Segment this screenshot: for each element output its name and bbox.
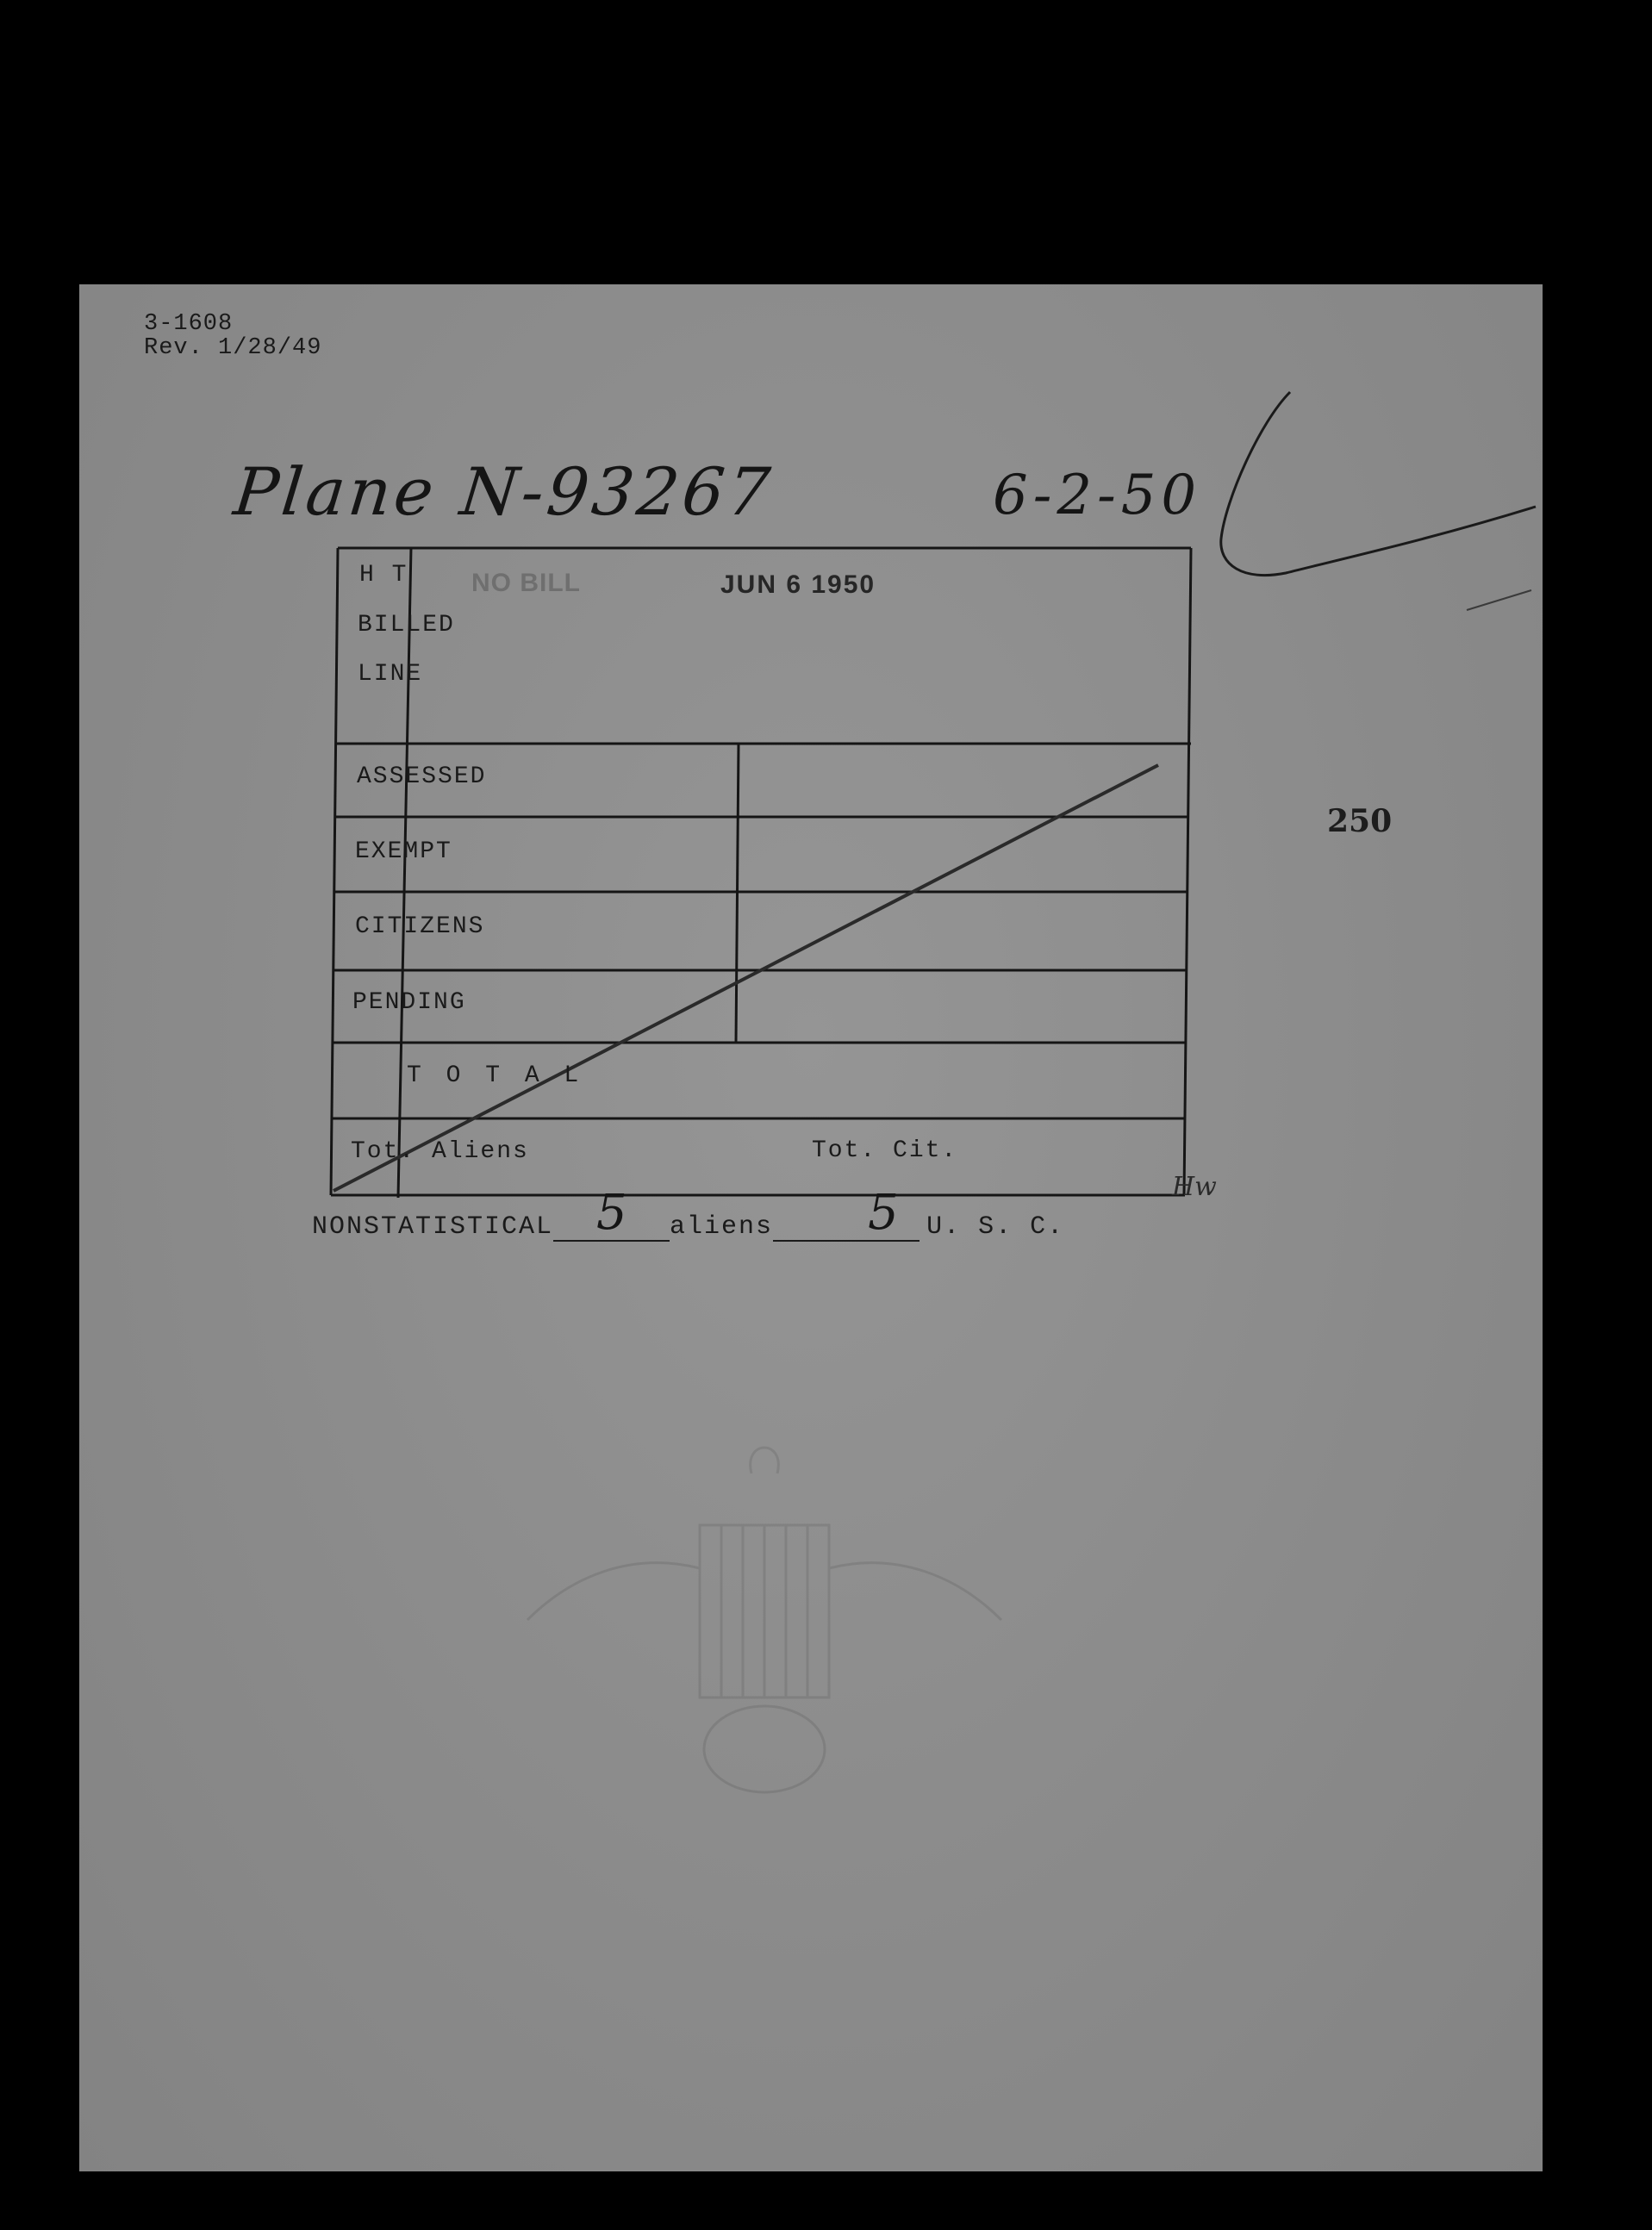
form-revision: Rev. 1/28/49 xyxy=(144,335,322,361)
plane-number: Plane N-93267 xyxy=(230,453,777,530)
aliens-blank xyxy=(553,1185,670,1242)
aliens-count: 5 xyxy=(596,1185,629,1241)
row-citizens: CITIZENS xyxy=(355,913,485,940)
usc-count: 5 xyxy=(868,1185,901,1241)
total-aliens-label: Tot. Aliens xyxy=(351,1138,529,1165)
watermark-seal xyxy=(493,1422,1027,1870)
row-pending: PENDING xyxy=(352,989,466,1016)
total-label: T O T A L xyxy=(407,1062,584,1089)
usc-blank xyxy=(773,1185,920,1242)
header-line-ht: H T xyxy=(359,562,408,589)
no-bill-stamp: NO BILL xyxy=(471,569,581,597)
nonstatistical-line xyxy=(312,1185,1065,1242)
nonstatistical-label: NONSTATISTICAL xyxy=(312,1212,554,1242)
row-assessed: ASSESSED xyxy=(357,763,487,790)
document-page xyxy=(79,284,1543,2171)
header-line-billed: BILLED xyxy=(358,612,455,638)
strike-line xyxy=(334,765,1158,1191)
usc-label: U. S. C. xyxy=(926,1212,1065,1242)
date-stamp: JUN 6 1950 xyxy=(720,570,876,599)
handwritten-date: 6-2-50 xyxy=(993,464,1202,527)
row-exempt: EXEMPT xyxy=(355,838,452,865)
margin-number: 250 xyxy=(1327,803,1393,839)
form-table-lines xyxy=(79,284,1543,1318)
header-line-line: LINE xyxy=(358,661,423,688)
form-number: 3-1608 xyxy=(144,311,234,337)
total-citizens-label: Tot. Cit. xyxy=(812,1137,958,1164)
aliens-label: aliens xyxy=(670,1212,774,1242)
initials: Hw xyxy=(1172,1172,1217,1202)
